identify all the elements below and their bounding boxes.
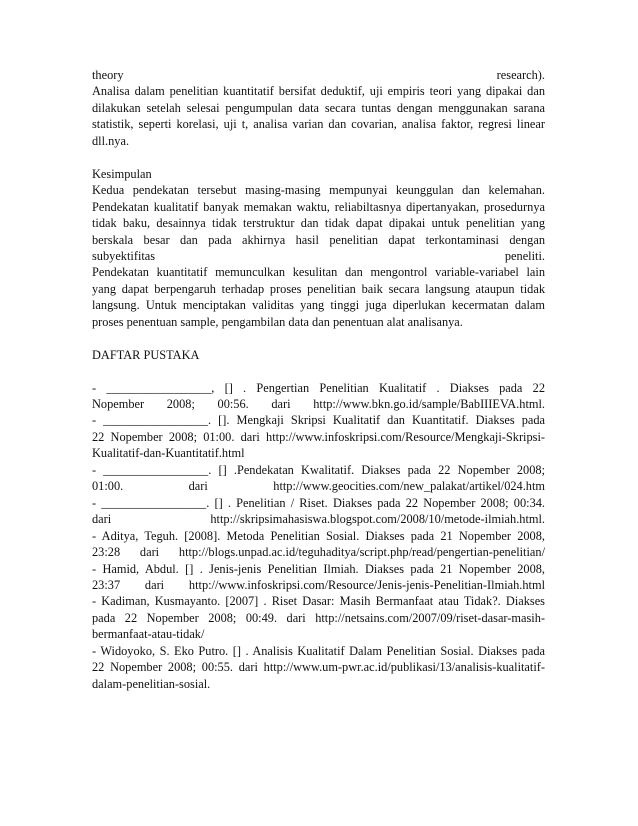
reference-line: - Widoyoko, S. Eko Putro. [] . Analisis Kualitatif Dalam Penelitian Sosial. Diakses pada [92,643,545,658]
conclusion-line: Pendekatan kuantitatif memunculkan kesulitan dan mengontrol variable-variabel lain [92,265,545,280]
analysis-line: theory research). [92,68,545,82]
reference-line: - Aditya, Teguh. [2008]. Metoda Penelitian Sosial. Diakses pada 21 Nopember 2008, [92,528,545,543]
reference-line: 22 Nopember 2008; 00:55. dari http://www.um-pwr.ac.id/publikasi/13/analisis-kualitatif- [92,660,545,675]
conclusion-line: Kedua pendekatan tersebut masing-masing mempunyai keunggulan dan kelemahan. [92,183,545,198]
conclusion-line: subyektifitas peneliti. [92,248,545,263]
references-heading: DAFTAR PUSTAKA [92,347,200,362]
reference-line: dalam-penelitian-sosial. [92,676,211,691]
conclusion-line: berskala besar dan pada akhirnya hasil penelitian dapat terkontaminasi dengan [92,232,545,247]
conclusion-line: langsung. Untuk menciptakan validitas yang tinggi juga diperlukan kecermatan dalam [92,298,545,313]
reference-line: - _________________, [] . Pengertian Penelitian Kualitatif . Diakses pada 22 [92,380,545,395]
document-page [92,67,545,692]
reference-line: bermanfaat-atau-tidak/ [92,627,205,642]
conclusion-line: yang dapat berpengaruh terhadap proses penelitian baik secara langsung ataupun tidak [92,281,545,296]
reference-line: Nopember 2008; 00:56. dari http://www.bkn.go.id/sample/BabIIIEVA.html. [92,397,545,412]
conclusion-line: tidak baku, desainnya tidak terstruktur dan tidak dapat dipakai untuk penelitian yang [92,216,545,231]
reference-line: - Hamid, Abdul. [] . Jenis-jenis Penelitian Ilmiah. Diakses pada 21 Nopember 2008, [92,561,545,576]
analysis-line: Analisa dalam penelitian kuantitatif bersifat deduktif, uji empiris teori yang dipakai dan [92,84,545,99]
reference-line: 22 Nopember 2008; 01:00. dari http://www.infoskripsi.com/Resource/Mengkaji-Skripsi- [92,429,545,444]
reference-line: 01:00. dari http://www.geocities.com/new_palakat/artikel/024.htm [92,479,545,494]
reference-line: dari http://skripsimahasiswa.blogspot.com/2008/10/metode-ilmiah.html. [92,512,545,527]
conclusion-line: Pendekatan kualitatif banyak memakan waktu, reliabiltasnya dipertanyakan, prosedurnya [92,199,545,214]
reference-line: - _________________. [] .Pendekatan Kwalitatif. Diakses pada 22 Nopember 2008; [92,462,545,477]
analysis-line: statistik, seperti korelasi, uji t, analisa varian dan covarian, analisa faktor, regresi linear [92,117,545,132]
reference-line: pada 22 Nopember 2008; 00:49. dari http://netsains.com/2007/09/riset-dasar-masih- [92,610,545,625]
analysis-line: dll.nya. [92,133,130,148]
analysis-line: dilakukan setelah selesai pengumpulan data secara tuntas dengan menggunakan sarana [92,100,545,115]
reference-line: Kualitatif-dan-Kuantitatif.html [92,446,245,461]
reference-line: - _________________. []. Mengkaji Skripsi Kualitatif dan Kuantitatif. Diakses pada [92,413,545,428]
reference-line: - _________________. [] . Penelitian / Riset. Diakses pada 22 Nopember 2008; 00:34. [92,495,545,510]
reference-line: - Kadiman, Kusmayanto. [2007] . Riset Dasar: Masih Bermanfaat atau Tidak?. Diakses [92,594,545,609]
reference-line: 23:28 dari http://blogs.unpad.ac.id/teguhaditya/script.php/read/pengertian-penelitian/ [92,545,545,560]
reference-line: 23:37 dari http://www.infoskripsi.com/Resource/Jenis-jenis-Penelitian-Ilmiah.html [92,578,545,592]
conclusion-heading: Kesimpulan [92,166,152,181]
conclusion-line: proses penentuan sample, pengambilan data dan penentuan alat analisanya. [92,314,463,329]
